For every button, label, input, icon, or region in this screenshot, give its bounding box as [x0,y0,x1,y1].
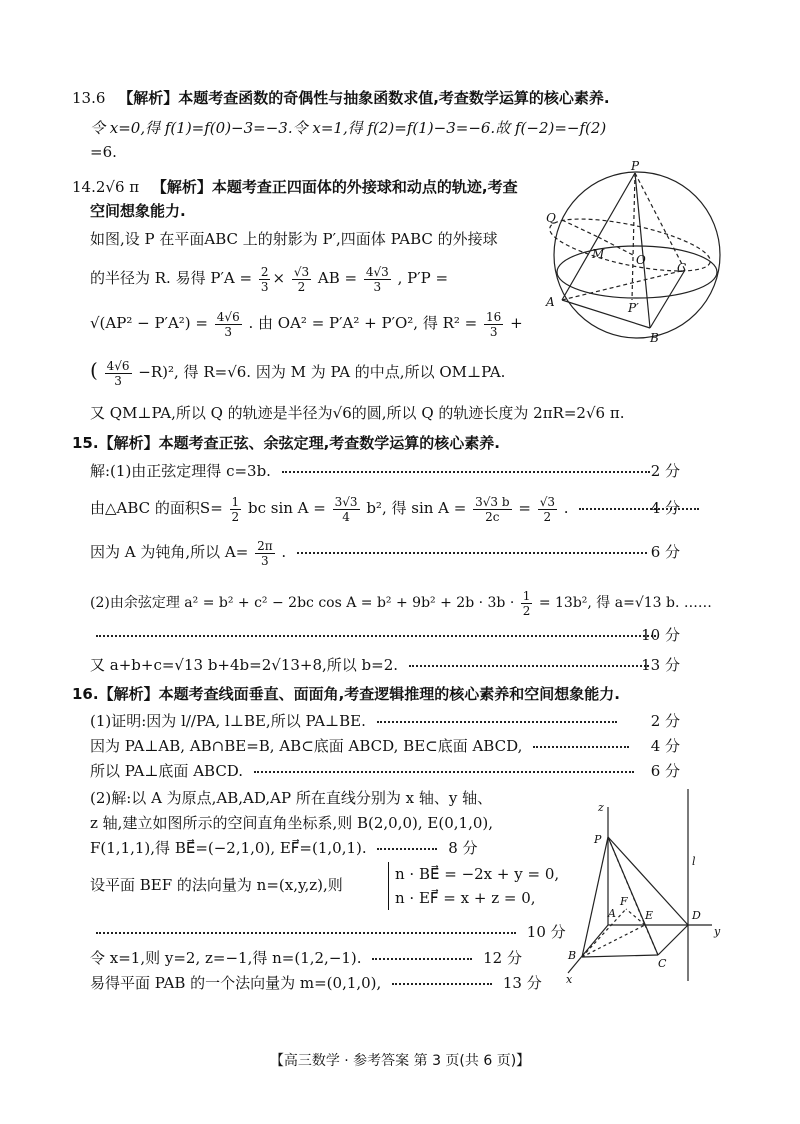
frac-den: 3 [261,553,269,568]
q15-l2d: = [518,499,531,517]
q14-number: 14.2√6 π [72,178,140,196]
label-y: y [714,925,721,938]
dot-leader [579,508,699,510]
frac-den: 2 [522,603,531,618]
q14-line5: 又 QM⊥PA,所以 Q 的轨迹是半径为√6的圆,所以 Q 的轨迹长度为 2πR=2√6 π. [90,404,625,422]
q15-l2e: . [563,499,569,517]
frac-den: 3 [114,373,122,388]
frac-4sqrt3-3 [364,265,391,294]
height-PPp [632,173,635,300]
q14-l2c: , P′P = [397,269,449,287]
q16-l10-text: 易得平面 PAB 的一个法向量为 m=(0,1,0), [90,974,382,992]
score-4: 4 分 [650,737,680,755]
frac-num: 2 [260,264,269,279]
dot-leader [392,983,492,985]
frac-den: 2 [297,279,306,294]
edge-BE [582,925,645,957]
q14-line2: 的半径为 R. 易得 P′A = $\frac{2}{3}$ × $\frac{√3}{2}$ AB = $\frac{4√3}{3}$ , P′P = [90,264,449,294]
q14-line1: 如图,设 P 在平面ABC 上的射影为 P′,四面体 PABC 的外接球 [90,230,498,248]
frac-4sqrt6-3b [105,359,132,388]
dot-leader [372,958,472,960]
label-E: E [645,909,654,922]
q14-line3 [90,305,523,341]
frac-num: √3 [293,264,310,279]
dot-leader [254,771,634,773]
score-6: 6 分 [650,543,680,561]
q14-l4a: ( [90,358,98,382]
q14-l3a: √(AP² − P′A²) = [90,314,208,332]
q16-l9-text: 令 x=1,则 y=2, z=−1,得 n=(1,2,−1). [90,949,362,967]
q13-head [72,88,610,108]
label-A: A [546,295,555,309]
q16-line5: z 轴,建立如图所示的空间直角坐标系,则 B(2,0,0), E(0,1,0), [90,814,493,832]
q15-line4b [90,625,740,645]
frac-2-3 [259,265,271,294]
q15-head: 15.【解析】本题考查正弦、余弦定理,考查数学运算的核心素养. [72,434,500,452]
q16-l6-text: F(1,1,1),得 BE⃗=(−2,1,0), EF⃗=(1,0,1). [90,839,367,857]
dot-leader [297,552,647,554]
sphere-figure [540,160,740,350]
q14-l2a: 的半径为 R. 易得 P′A = [90,269,253,287]
q15-l2b: bc sin A = [247,499,326,517]
q13-number: 13.6 [72,89,106,107]
label-M: M [592,247,605,261]
q14-title: 【解析】本题考查正四面体的外接球和动点的轨迹,考查 [151,178,518,196]
q16-line2 [90,736,740,756]
label-P: P [594,833,602,846]
score-6: 6 分 [650,762,680,780]
frac-num: 16 [486,309,502,324]
edge-BF [582,909,626,957]
frac-3sqrt3-4 [333,495,360,524]
frac-1-2 [230,495,242,524]
q15-l3b: . [281,543,287,561]
q14-title-2: 空间想象能力. [90,202,186,220]
q14-l4b: −R)², 得 R=√6. 因为 M 为 PA 的中点,所以 OM⊥PA. [138,363,506,381]
q14-l3c: + [510,314,523,332]
q13-line2: =6. [90,143,117,161]
q16-line8 [90,922,566,942]
frac-num: 4√3 [365,264,389,279]
q16-line6 [90,838,555,858]
dot-leader [377,721,617,723]
q16-l1-text: (1)证明:因为 l//PA, l⊥BE,所以 PA⊥BE. [90,712,366,730]
q16-line10 [90,973,555,993]
label-F: F [620,895,628,908]
label-A: A [608,907,616,920]
q15-l3a: 因为 A 为钝角,所以 A= [90,543,249,561]
label-C: C [658,957,667,970]
frac-16-3 [484,310,503,339]
frac-den: 3 [373,279,382,294]
q16-line7 [90,875,343,895]
frac-den: 3 [224,324,233,339]
frac-num: 3√3 b [475,494,510,509]
frac-1-2b [521,589,533,618]
dot-leader [377,848,437,850]
q16-l7-text: 设平面 BEF 的法向量为 n=(x,y,z),则 [90,876,343,894]
q15-line4 [90,585,712,621]
q14-head [72,177,518,197]
q15-l2c: b², 得 sin A = [366,499,467,517]
q15-l1-text: 解:(1)由正弦定理得 c=3b. [90,462,271,480]
dot-leader [96,635,656,637]
q15-line1 [90,461,740,481]
frac-3sqrt3b-2c [473,495,511,524]
frac-4sqrt6-3 [215,310,242,339]
score-8: 8 分 [448,839,478,857]
q15-line2 [90,490,740,526]
q15-l5-text: 又 a+b+c=√13 b+4b=2√13+8,所以 b=2. [90,656,399,674]
q16-head: 16.【解析】本题考查线面垂直、面面角,考查逻辑推理的核心素养和空间想象能力. [72,685,620,703]
q16-line4: (2)解:以 A 为原点,AB,AD,AP 所在直线分别为 x 轴、y 轴、 [90,789,493,807]
edge-AC [562,270,685,300]
frac-den: 3 [260,279,269,294]
score-13: 13 分 [641,656,680,674]
frac-den: 2c [485,509,500,524]
q16-l2-text: 因为 PA⊥AB, AB∩BE=B, AB⊂底面 ABCD, BE⊂底面 ABCD, [90,737,523,755]
q-circle [546,208,715,281]
q15-l4: (2)由余弦定理 a² = b² + c² − 2bc cos A = b² + 9b² + 2b · 3b · [90,595,515,611]
label-O: O [636,253,646,267]
page-footer: 【高三数学 · 参考答案 第 3 页(共 6 页)】 [269,1053,531,1069]
label-D: D [692,909,701,922]
edge-CD [658,925,688,955]
q13-line1: 令 x=0,得 f(1)=f(0)−3=−3.令 x=1,得 f(2)=f(1)−3=−6.故 f(−2)=−f(2) [90,119,607,137]
score-13: 13 分 [502,974,542,992]
q15-l2a: 由△ABC 的面积S= [90,499,223,517]
score-2: 2 分 [650,462,680,480]
frac-den: 3 [489,324,498,339]
label-C: C [677,261,687,275]
q15-l4b: = 13b², 得 a=√13 b. …… [538,595,712,611]
label-B: B [568,949,577,962]
frac-num: 1 [231,494,240,509]
pyramid-drawing [568,789,712,981]
label-Q: Q [546,211,556,225]
frac-num: 3√3 [334,494,358,509]
frac-2pi-3 [255,539,275,568]
label-x: x [566,973,573,985]
frac-num: 4√6 [216,309,240,324]
label-Pp: P′ [628,301,639,315]
label-l: l [692,855,696,868]
frac-sqrt3-2 [292,265,311,294]
q14-l2b: AB = [317,269,358,287]
q13-title: 【解析】本题考查函数的奇偶性与抽象函数求值,考查数学运算的核心素养. [118,89,610,107]
score-12: 12 分 [483,949,522,967]
frac-num: 2π [257,538,273,553]
edge-PA [562,173,635,300]
edge-PB [582,837,608,957]
q14-l3b: . 由 OA² = P′A² + P′O², 得 R² = [248,314,478,332]
q14-line4 [90,352,505,390]
label-P: P [631,160,640,173]
dot-leader [533,746,629,748]
dot-leader [282,471,650,473]
edge-BC [650,270,685,328]
pyramid-figure [560,785,740,985]
q15-line3 [90,534,740,570]
frac-num: √3 [539,494,555,509]
q16-line1 [90,711,740,731]
dot-leader [409,665,649,667]
score-10: 10 分 [526,923,566,941]
seg-QM [562,220,598,237]
frac-den: 4 [342,509,350,524]
frac-den: 2 [231,509,240,524]
q16-line9 [90,948,555,968]
label-B: B [650,331,659,345]
label-z: z [598,801,604,814]
score-2: 2 分 [650,712,680,730]
frac-num: 1 [522,588,531,603]
q16-line3 [90,761,740,781]
score-4: 4 分 [650,499,680,517]
frac-sqrt3-2b [538,495,557,524]
q16-system [388,862,559,910]
score-10: 10 分 [641,626,680,644]
frac-num: 4√6 [106,358,130,373]
edge-BC [582,955,658,957]
system-eq2: n · EF⃗ = x + z = 0, [395,889,536,907]
frac-den: 2 [543,509,552,524]
dot-leader [96,932,516,934]
q16-l3-text: 所以 PA⊥底面 ABCD. [90,762,244,780]
system-eq1: n · BE⃗ = −2x + y = 0, [395,865,560,883]
q15-line5 [90,655,740,675]
